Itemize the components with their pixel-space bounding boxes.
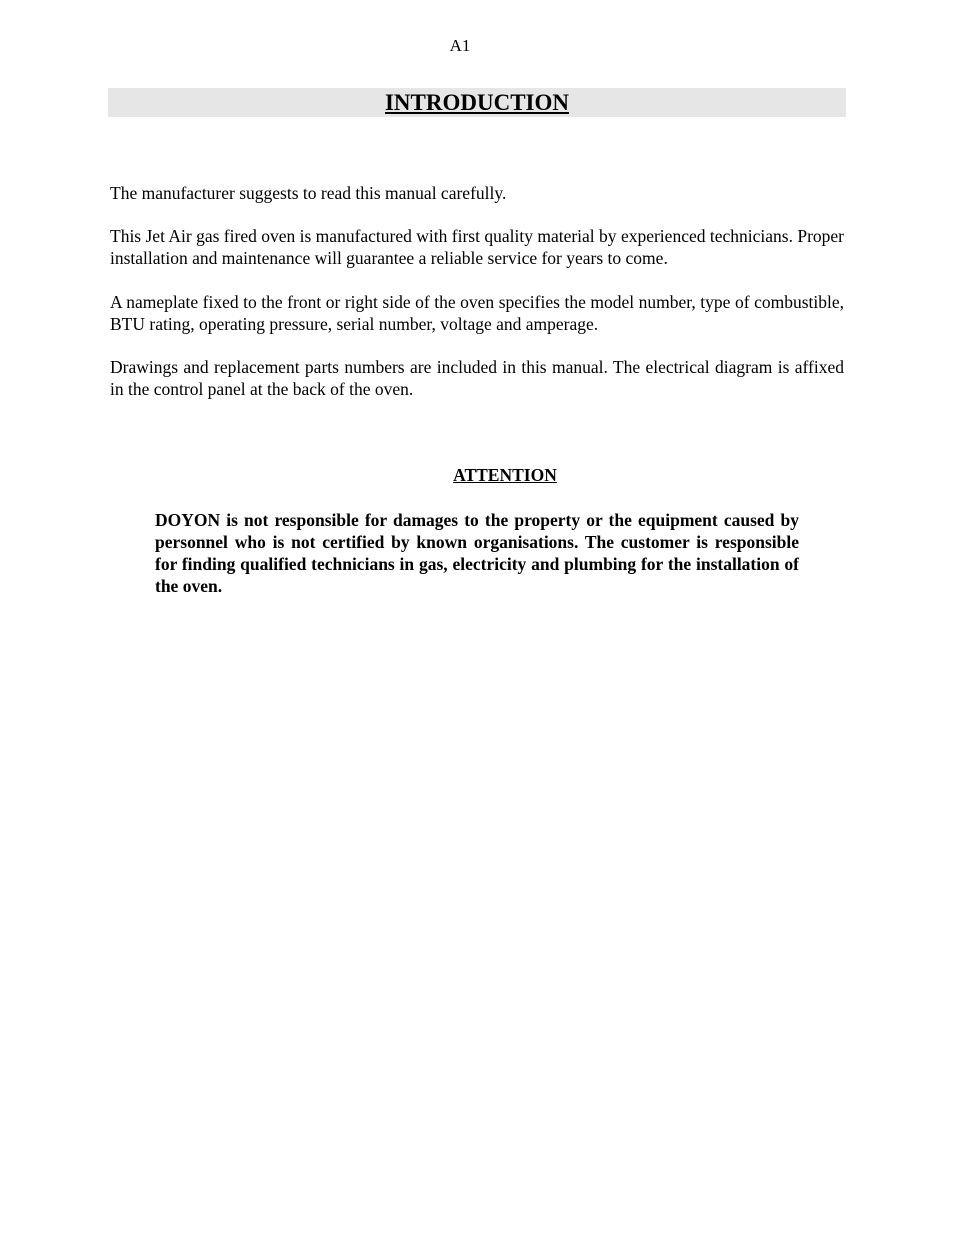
page-title: INTRODUCTION [384, 90, 570, 115]
intro-paragraph-drawings: Drawings and replacement parts numbers are included in this manual. The electrical diagram is affixed in the control panel at the back of the oven. [110, 357, 844, 399]
intro-paragraph-nameplate: A nameplate fixed to the front or right side of the oven specifies the model number, type of combustible, BTU rating, operating pressure, serial number, voltage and amperage. [110, 292, 844, 334]
page-number: A1 [449, 36, 471, 55]
title-banner [108, 88, 846, 117]
attention-notice: DOYON is not responsible for damages to the property or the equipment caused by personnel who is not certified by known organisations. The customer is responsible for finding qualified technicians in gas, electricity and plumbing for the installation of the oven. [155, 510, 799, 596]
intro-paragraph-read-manual: The manufacturer suggests to read this manual carefully. [110, 183, 507, 203]
intro-paragraph-quality: This Jet Air gas fired oven is manufactured with first quality material by experienced technicians. Proper installation and maintenance will guarantee a reliable service for years to come. [110, 226, 844, 268]
attention-heading: ATTENTION [453, 465, 557, 485]
